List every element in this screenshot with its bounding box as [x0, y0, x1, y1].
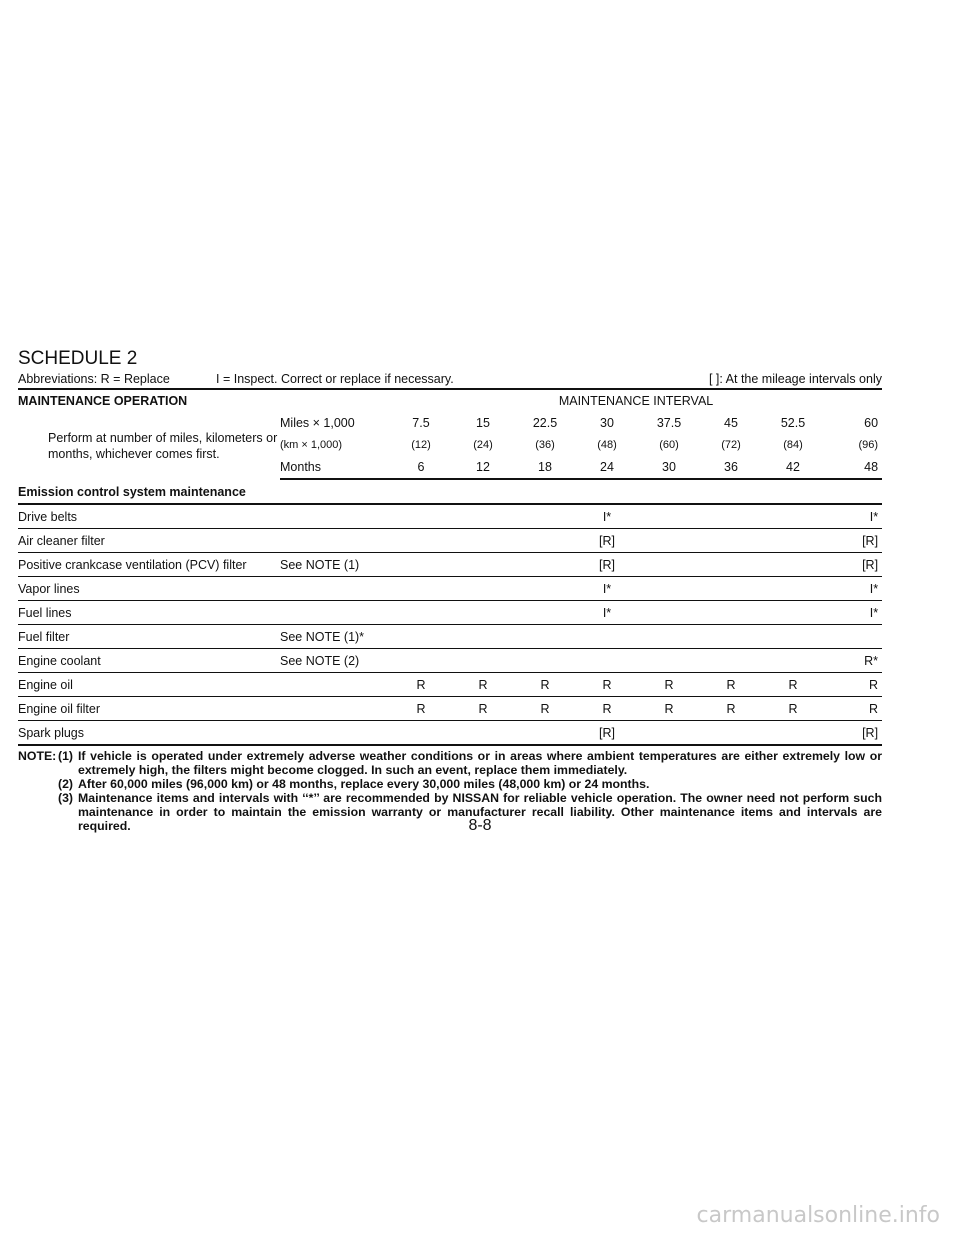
section-heading: Emission control system maintenance	[18, 479, 882, 504]
operation-note: See NOTE (2)	[280, 649, 390, 673]
table-row	[18, 504, 882, 529]
interval-cell	[390, 721, 452, 746]
interval-cell: R	[514, 697, 576, 721]
interval-cell	[514, 577, 576, 601]
table-row	[18, 553, 882, 577]
interval-cell	[700, 649, 762, 673]
km-label: (km × 1,000)	[280, 439, 343, 451]
operation-name: Drive belts	[18, 504, 280, 529]
interval-cell	[762, 625, 824, 649]
maintenance-schedule	[18, 348, 882, 833]
note-item	[18, 749, 882, 777]
table-row	[18, 721, 882, 746]
interval-cell	[762, 577, 824, 601]
interval-cell: I*	[576, 577, 638, 601]
interval-cell	[700, 529, 762, 553]
miles-value: 52.5	[780, 416, 806, 430]
months-value: 12	[452, 456, 514, 479]
interval-cell	[638, 649, 700, 673]
operation-note	[280, 577, 390, 601]
operation-name: Air cleaner filter	[18, 529, 280, 553]
interval-cell	[452, 553, 514, 577]
interval-cell	[762, 553, 824, 577]
miles-value: 60	[864, 416, 879, 430]
interval-cell	[700, 553, 762, 577]
miles-value: 15	[476, 416, 490, 430]
km-value: (24)	[473, 439, 493, 451]
interval-cell	[638, 504, 700, 529]
operation-note	[280, 721, 390, 746]
months-value: 18	[514, 456, 576, 479]
operation-note: See NOTE (1)*	[280, 625, 390, 649]
interval-cell: I*	[824, 601, 882, 625]
interval-cell: [R]	[824, 553, 882, 577]
interval-cell	[824, 625, 882, 649]
header-operation: MAINTENANCE OPERATION	[18, 394, 188, 408]
miles-label: Miles × 1,000	[280, 416, 355, 430]
interval-cell	[700, 577, 762, 601]
interval-cell	[514, 553, 576, 577]
km-value: (96)	[858, 439, 879, 451]
interval-cell	[390, 504, 452, 529]
interval-cell: R	[762, 673, 824, 697]
operation-name: Vapor lines	[18, 577, 280, 601]
miles-value: 45	[724, 416, 738, 430]
interval-cell	[390, 601, 452, 625]
operation-name: Spark plugs	[18, 721, 280, 746]
table-row	[18, 649, 882, 673]
operation-note	[280, 697, 390, 721]
interval-cell: R	[576, 673, 638, 697]
km-value: (12)	[411, 439, 431, 451]
interval-cell	[576, 649, 638, 673]
months-label: Months	[280, 456, 390, 479]
operation-name: Engine oil	[18, 673, 280, 697]
note-number: (2)	[58, 777, 74, 791]
interval-cell: R	[824, 697, 882, 721]
interval-cell	[452, 601, 514, 625]
abbrev-bracket: [ ]: At the mileage intervals only	[708, 372, 882, 386]
interval-cell	[514, 625, 576, 649]
interval-cell	[762, 504, 824, 529]
note-number: (1)	[58, 749, 74, 763]
interval-cell: R	[576, 697, 638, 721]
operation-name: Fuel lines	[18, 601, 280, 625]
interval-cell	[514, 721, 576, 746]
abbrev-inspect: I = Inspect. Correct or replace if necessary.	[216, 372, 454, 386]
interval-cell	[390, 649, 452, 673]
interval-cell: R	[762, 697, 824, 721]
header-interval: MAINTENANCE INTERVAL	[558, 394, 714, 408]
table-row	[18, 577, 882, 601]
interval-cell	[762, 529, 824, 553]
note-text: If vehicle is operated under extremely adverse weather conditions or in areas where ambient temperatures are either extremely low or extremely high, the filters might become clogged. In such an event, replace them immediately.	[78, 749, 882, 777]
interval-cell	[390, 625, 452, 649]
km-value: (60)	[659, 439, 679, 451]
miles-value: 37.5	[656, 416, 682, 430]
interval-cell	[390, 553, 452, 577]
interval-cell: R	[452, 673, 514, 697]
months-value: 36	[700, 456, 762, 479]
interval-cell	[576, 625, 638, 649]
interval-cell	[452, 529, 514, 553]
note-prefix: NOTE:	[18, 749, 57, 763]
interval-cell	[638, 625, 700, 649]
km-value: (72)	[721, 439, 741, 451]
note-item	[18, 777, 882, 791]
interval-cell: [R]	[576, 721, 638, 746]
table-row	[18, 529, 882, 553]
operation-note	[280, 529, 390, 553]
interval-cell	[452, 625, 514, 649]
interval-cell	[700, 504, 762, 529]
table-row	[18, 601, 882, 625]
watermark: carmanualsonline.info	[696, 1203, 940, 1228]
months-value: 30	[638, 456, 700, 479]
interval-cell: R*	[824, 649, 882, 673]
table-row	[18, 625, 882, 649]
interval-cell: [R]	[576, 553, 638, 577]
months-value: 6	[390, 456, 452, 479]
interval-cell: R	[514, 673, 576, 697]
interval-cell	[514, 601, 576, 625]
operation-name: Positive crankcase ventilation (PCV) filter	[18, 553, 280, 577]
interval-cell	[390, 529, 452, 553]
interval-cell	[762, 721, 824, 746]
interval-cell	[452, 721, 514, 746]
interval-cell: I*	[824, 504, 882, 529]
operation-note	[280, 504, 390, 529]
months-value: 42	[762, 456, 824, 479]
interval-cell: [R]	[824, 721, 882, 746]
months-value: 24	[576, 456, 638, 479]
interval-cell: R	[638, 673, 700, 697]
interval-cell: [R]	[576, 529, 638, 553]
miles-value: 30	[600, 416, 614, 430]
interval-cell: R	[452, 697, 514, 721]
table-row	[18, 673, 882, 697]
abbreviations-bar	[18, 370, 882, 390]
interval-cell	[514, 649, 576, 673]
perform-instruction: Perform at number of miles, kilometers or months, whichever comes first.	[48, 430, 278, 461]
abbrev-replace: Abbreviations: R = Replace	[18, 372, 170, 386]
interval-cell: I*	[576, 504, 638, 529]
note-text: Maintenance items and intervals with ‘‘*’’ are recommended by NISSAN for reliable vehicle operation. The owner need not perform such maintenance in order to maintain the emission warranty or manufacturer recall liability. Other maintenance items and intervals are required.	[78, 791, 882, 833]
operation-note	[280, 673, 390, 697]
interval-cell: I*	[576, 601, 638, 625]
maintenance-table	[18, 390, 882, 746]
interval-cell	[638, 529, 700, 553]
interval-cell	[638, 721, 700, 746]
interval-cell	[638, 577, 700, 601]
interval-cell	[762, 601, 824, 625]
km-value: (84)	[783, 439, 803, 451]
operation-note	[280, 601, 390, 625]
interval-cell: R	[824, 673, 882, 697]
operation-name: Engine oil filter	[18, 697, 280, 721]
interval-cell	[452, 577, 514, 601]
miles-value: 7.5	[412, 416, 430, 430]
interval-cell: [R]	[824, 529, 882, 553]
interval-cell	[638, 601, 700, 625]
interval-cell: R	[700, 697, 762, 721]
note-text: After 60,000 miles (96,000 km) or 48 months, replace every 30,000 miles (48,000 km) or 24 months.	[78, 777, 650, 791]
interval-cell	[762, 649, 824, 673]
interval-cell	[452, 649, 514, 673]
km-value: (36)	[535, 439, 555, 451]
months-value: 48	[824, 456, 882, 479]
table-row	[18, 697, 882, 721]
interval-cell	[700, 601, 762, 625]
interval-cell	[638, 553, 700, 577]
interval-cell: I*	[824, 577, 882, 601]
operation-name: Engine coolant	[18, 649, 280, 673]
interval-cell	[452, 504, 514, 529]
interval-cell	[700, 625, 762, 649]
schedule-title: SCHEDULE 2	[18, 348, 138, 369]
interval-cell	[390, 577, 452, 601]
page-number: 8-8	[468, 817, 492, 834]
interval-cell	[700, 721, 762, 746]
interval-cell: R	[390, 697, 452, 721]
operation-note: See NOTE (1)	[280, 553, 390, 577]
miles-value: 22.5	[532, 416, 558, 430]
interval-cell	[514, 504, 576, 529]
interval-cell	[514, 529, 576, 553]
interval-cell: R	[700, 673, 762, 697]
km-value: (48)	[597, 439, 617, 451]
interval-cell: R	[390, 673, 452, 697]
operation-name: Fuel filter	[18, 625, 280, 649]
interval-cell: R	[638, 697, 700, 721]
note-number: (3)	[58, 791, 74, 805]
